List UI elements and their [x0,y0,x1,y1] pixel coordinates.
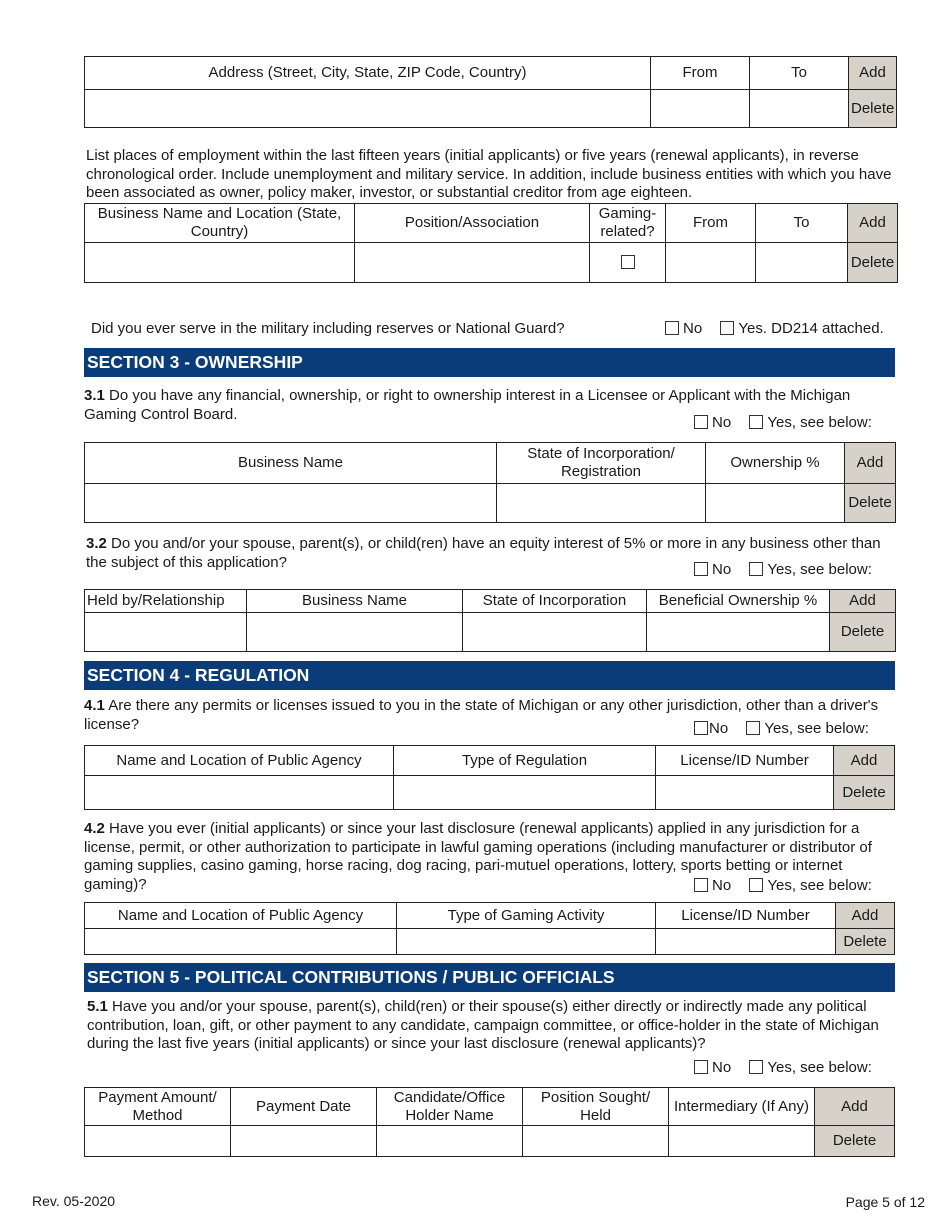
column-header: Payment Date [231,1088,377,1126]
permits-table [84,745,895,810]
question-3-2-options [694,561,872,578]
question-5-1 [87,998,897,1054]
business-name-input[interactable] [85,484,497,523]
column-header: Address (Street, City, State, ZIP Code, Country) [85,57,651,90]
add-button[interactable]: Add [845,443,896,484]
column-header: Ownership % [706,443,845,484]
no-label: No [712,1059,732,1076]
column-header: License/ID Number [656,746,834,776]
add-button[interactable]: Add [848,204,898,243]
column-header: Beneficial Ownership % [647,590,830,613]
no-label: No [683,320,703,337]
column-header: To [750,57,849,90]
add-button[interactable]: Add [836,903,895,929]
gaming-authorization-table [84,902,895,955]
column-header: Business Name and Location (State, Country) [85,204,355,243]
section-4-header: SECTION 4 - REGULATION [84,661,895,690]
no-checkbox[interactable] [694,1060,708,1074]
yes-label: Yes. DD214 attached. [738,320,884,337]
add-button[interactable]: Add [834,746,895,776]
column-header: State of Incorporation/ Registration [497,443,706,484]
no-label: No [712,561,732,578]
yes-checkbox[interactable] [749,415,763,429]
state-of-incorporation-input[interactable] [497,484,706,523]
page-number: Page 5 of 12 [845,1194,925,1210]
business-name-input[interactable] [247,613,463,652]
column-header: Position Sought/ Held [523,1088,669,1126]
question-text: Do you have any financial, ownership, or right to ownership interest in a Licensee or Applicant with the Michigan Gaming Control Board. [84,387,851,423]
column-header: Type of Gaming Activity [397,903,656,929]
no-checkbox[interactable] [694,878,708,892]
gaming-related-cell [590,243,666,283]
no-label: No [712,877,732,894]
delete-button[interactable]: Delete [830,613,896,652]
column-header: Business Name [85,443,497,484]
column-header: Payment Amount/ Method [85,1088,231,1126]
intermediary-input[interactable] [669,1126,815,1157]
yes-checkbox[interactable] [749,562,763,576]
agency-input[interactable] [85,776,394,810]
no-label: No [712,414,732,431]
question-4-1-options [694,720,869,737]
question-5-1-options [694,1059,872,1076]
column-header: License/ID Number [656,903,836,929]
question-number: 4.1 [84,697,105,714]
delete-button[interactable]: Delete [848,243,898,283]
address-input[interactable] [85,90,651,128]
column-header: Name and Location of Public Agency [85,903,397,929]
position-input[interactable] [523,1126,669,1157]
column-header: Candidate/Office Holder Name [377,1088,523,1126]
no-checkbox[interactable] [694,721,708,735]
yes-label: Yes, see below: [767,877,872,894]
yes-label: Yes, see below: [767,1059,872,1076]
candidate-name-input[interactable] [377,1126,523,1157]
employment-instructions: List places of employment within the last fifteen years (initial applicants) or five years (renewal applicants), in reverse chronological order. Include unemployment and military service. In addition, include business entities with which you have been associated as owner, policy maker, investor, or substantial creditor from age eighteen. [86,147,892,201]
column-header: State of Incorporation [463,590,647,613]
to-input[interactable] [756,243,848,283]
delete-button[interactable]: Delete [845,484,896,523]
column-header: Business Name [247,590,463,613]
delete-button[interactable]: Delete [834,776,895,810]
payment-amount-input[interactable] [85,1126,231,1157]
question-text: Have you and/or your spouse, parent(s), child(ren) or their spouse(s) either directly or indirectly made any political contribution, loan, gift, or other payment to any candidate, campaign committee, or office-holder in the state of Michigan during the last five years (initial applicants) or since your last disclosure (renewal applicants)? [87,998,879,1052]
column-header: Gaming-related? [590,204,666,243]
yes-checkbox[interactable] [749,878,763,892]
question-number: 3.1 [84,387,105,404]
add-button[interactable]: Add [815,1088,895,1126]
military-no-checkbox[interactable] [665,321,679,335]
no-checkbox[interactable] [694,562,708,576]
yes-label: Yes, see below: [764,720,869,737]
column-header: Name and Location of Public Agency [85,746,394,776]
beneficial-ownership-input[interactable] [647,613,830,652]
column-header: From [666,204,756,243]
yes-checkbox[interactable] [746,721,760,735]
question-number: 5.1 [87,998,108,1015]
question-number: 4.2 [84,820,105,837]
yes-label: Yes, see below: [767,414,872,431]
revision-label: Rev. 05-2020 [32,1193,116,1209]
military-question: Did you ever serve in the military including reserves or National Guard? [91,320,565,337]
question-number: 3.2 [86,535,107,552]
address-table [84,56,897,128]
military-yes-checkbox[interactable] [720,321,734,335]
license-number-input[interactable] [656,929,836,955]
section-5-header: SECTION 5 - POLITICAL CONTRIBUTIONS / PUBLIC OFFICIALS [84,963,895,992]
question-text: Do you and/or your spouse, parent(s), or child(ren) have an equity interest of 5% or more in any business other than the subject of this application? [86,535,881,571]
military-options [665,320,884,337]
state-of-incorporation-input[interactable] [463,613,647,652]
yes-label: Yes, see below: [767,561,872,578]
equity-interest-table [84,589,896,652]
delete-button[interactable]: Delete [849,90,897,128]
regulation-type-input[interactable] [394,776,656,810]
question-text: Have you ever (initial applicants) or since your last disclosure (renewal applicants) applied in any jurisdiction for a license, permit, or other authorization to participate in lawful gaming operations (including manufacturer or distributor of gaming supplies, casino gaming, horse racing, dog racing, pari-mutuel operations, lottery, sports betting or internet gaming)? [84,820,872,893]
column-header: Type of Regulation [394,746,656,776]
from-input[interactable] [666,243,756,283]
section-3-header: SECTION 3 - OWNERSHIP [84,348,895,377]
ownership-table [84,442,896,523]
column-header: Position/Association [355,204,590,243]
no-checkbox[interactable] [694,415,708,429]
held-by-input[interactable] [85,613,247,652]
delete-button[interactable]: Delete [836,929,895,955]
payment-date-input[interactable] [231,1126,377,1157]
question-3-1-options [694,414,872,431]
from-input[interactable] [651,90,750,128]
question-text: Are there any permits or licenses issued to you in the state of Michigan or any other jurisdiction, other than a driver's license? [84,697,879,733]
to-input[interactable] [750,90,849,128]
gaming-related-checkbox[interactable] [621,255,635,269]
position-input[interactable] [355,243,590,283]
license-number-input[interactable] [656,776,834,810]
column-header: Intermediary (If Any) [669,1088,815,1126]
employment-table [84,203,898,283]
yes-checkbox[interactable] [749,1060,763,1074]
add-button[interactable]: Add [849,57,897,90]
column-header: From [651,57,750,90]
column-header: Held by/Relationship [85,590,247,613]
ownership-percent-input[interactable] [706,484,845,523]
column-header: To [756,204,848,243]
political-contributions-table [84,1087,895,1157]
question-4-2-options [694,877,872,894]
business-name-input[interactable] [85,243,355,283]
no-label: No [709,720,729,737]
agency-input[interactable] [85,929,397,955]
gaming-activity-input[interactable] [397,929,656,955]
delete-button[interactable]: Delete [815,1126,895,1157]
add-button[interactable]: Add [830,590,896,613]
